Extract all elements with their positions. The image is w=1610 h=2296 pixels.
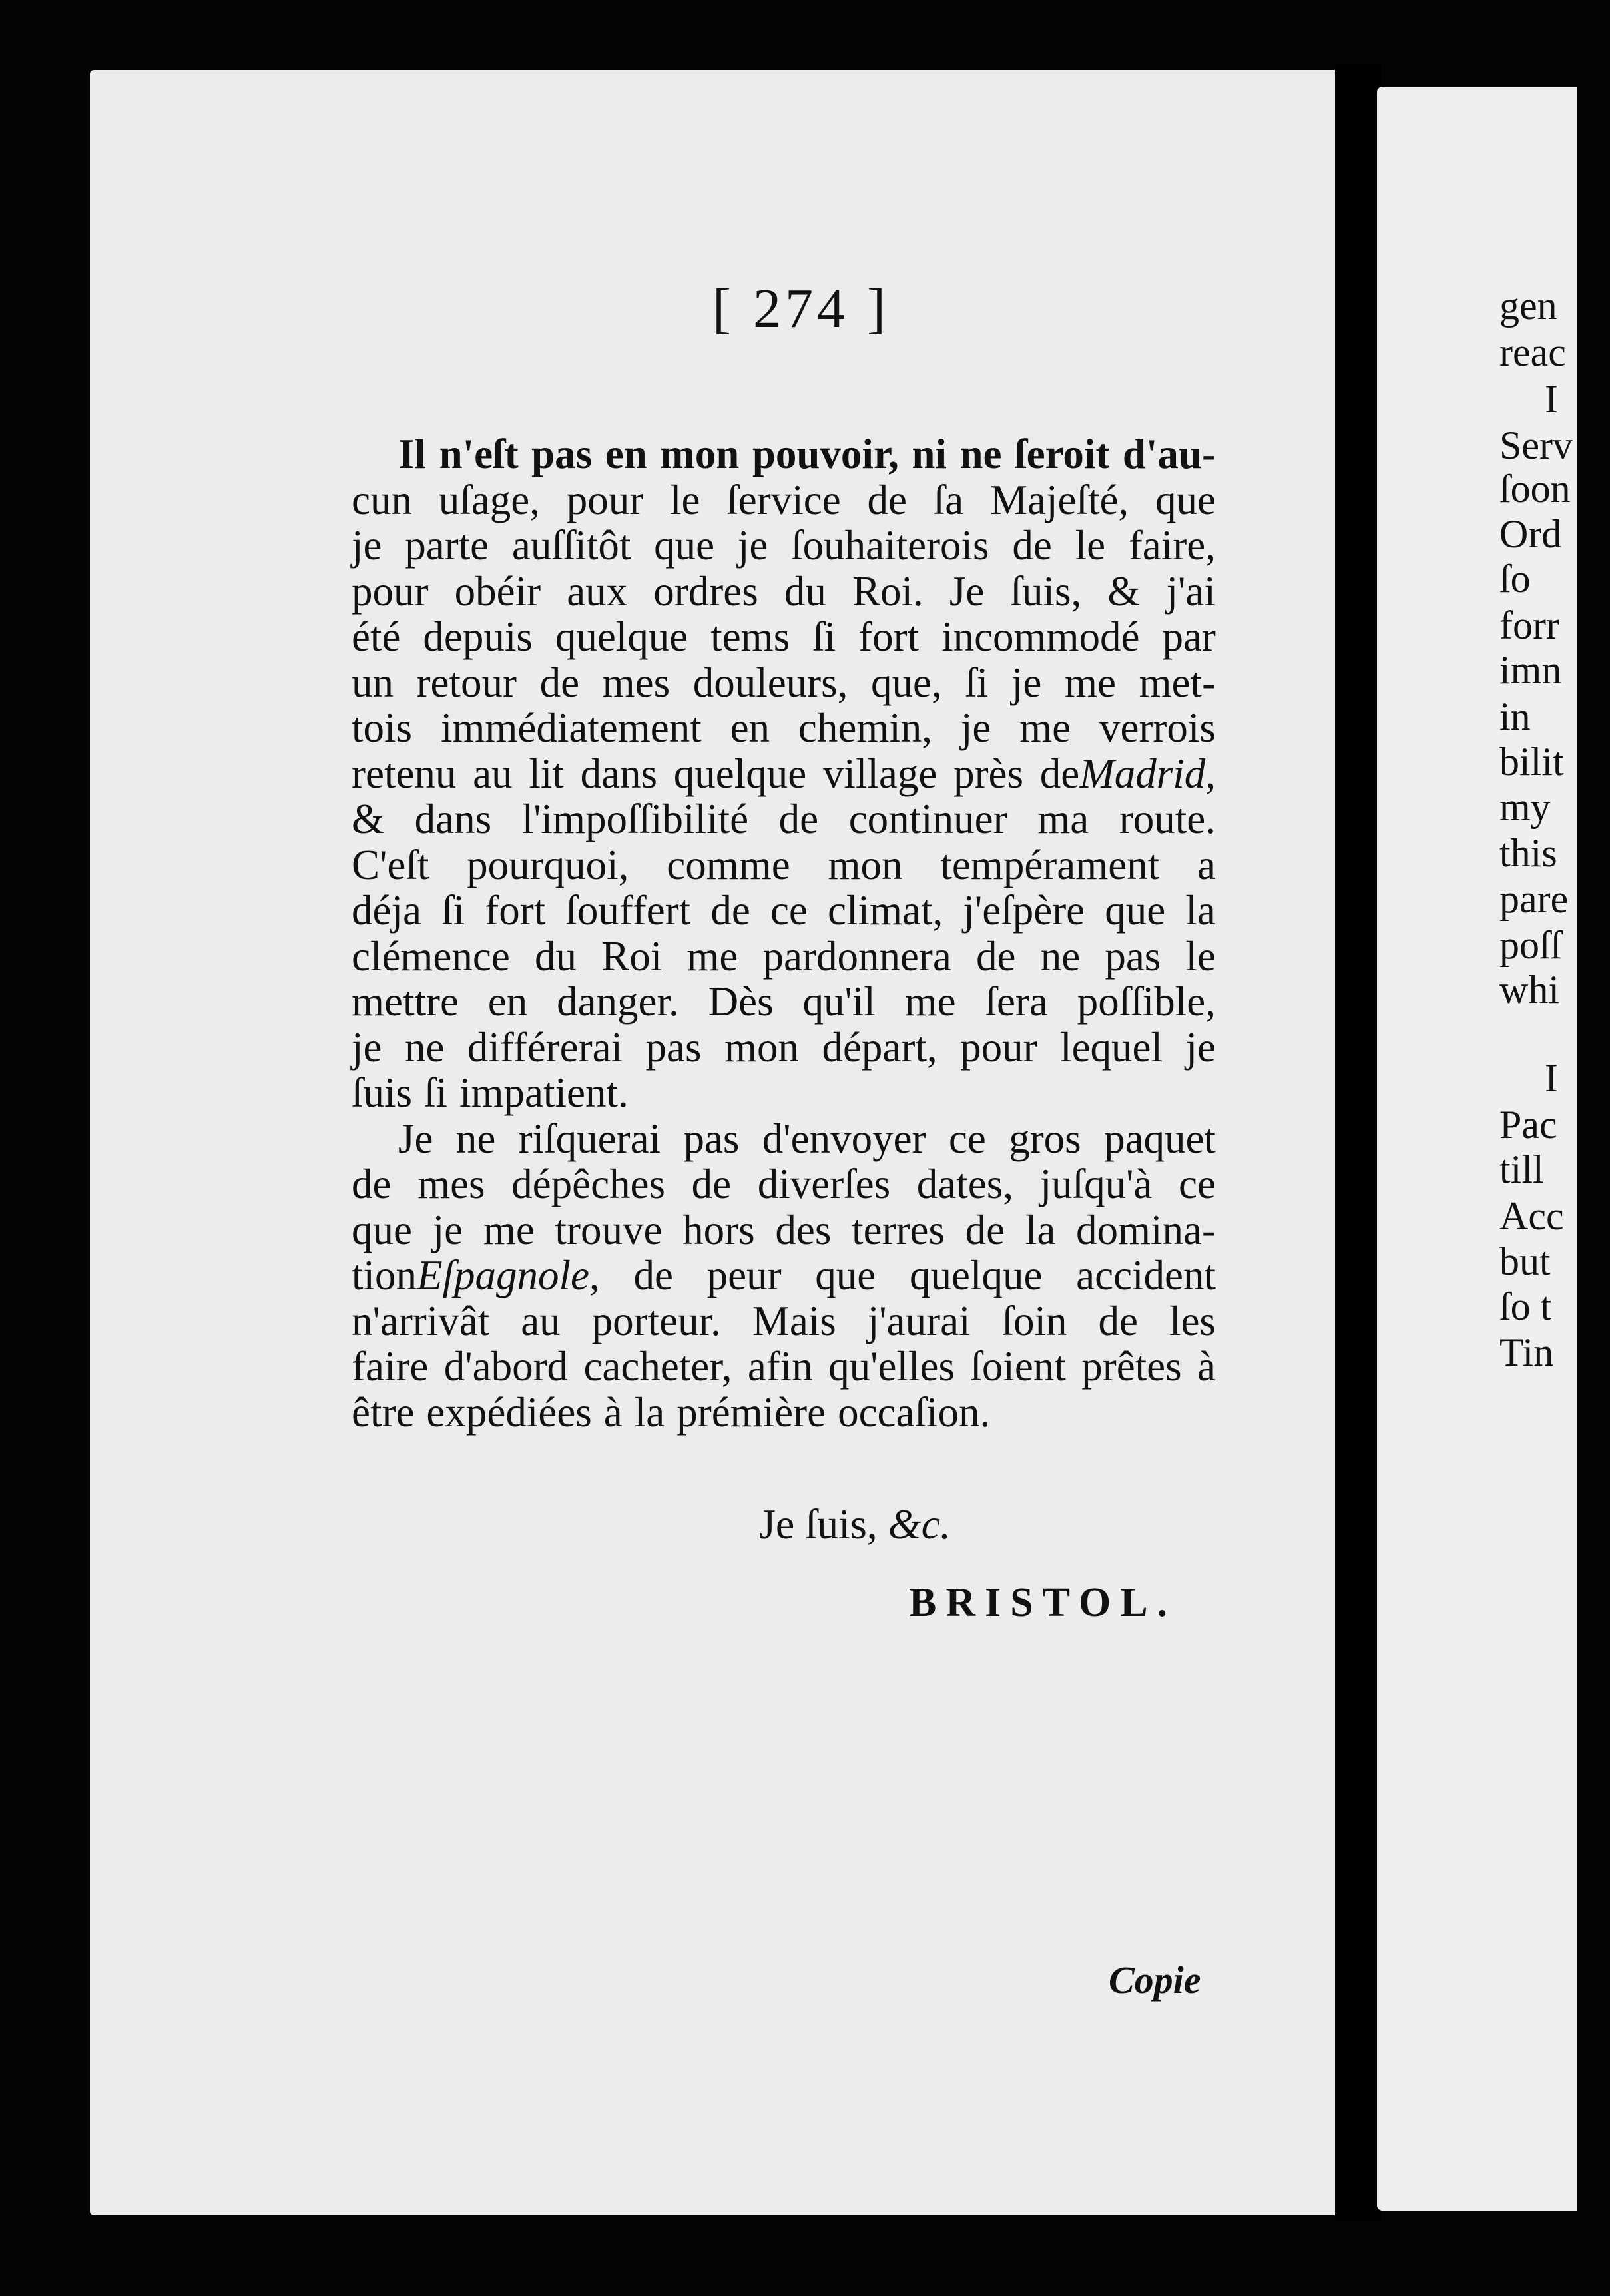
signoff-text: Je ſuis, — [759, 1500, 888, 1548]
text-line — [352, 1161, 1216, 1207]
word: je — [737, 522, 768, 569]
word: de — [1012, 522, 1052, 569]
word: juſqu'à — [1039, 1161, 1153, 1207]
next-page-fragment: pare — [1499, 877, 1569, 921]
word: me — [1019, 705, 1071, 751]
text-line — [352, 660, 1216, 706]
word: C'eſt — [352, 841, 429, 888]
word: mon — [660, 431, 740, 477]
word: je — [1185, 1023, 1216, 1071]
word: cun — [352, 476, 412, 523]
text-line — [352, 1253, 1216, 1298]
word: uſage, — [438, 476, 540, 523]
signoff-etc: &c. — [888, 1500, 951, 1548]
text-line — [352, 842, 1216, 888]
word: le — [670, 476, 700, 523]
word: fort — [858, 613, 920, 660]
word: en — [730, 705, 770, 751]
word: ſervice — [726, 476, 841, 523]
word: immédiatement — [440, 705, 702, 751]
word: fort — [485, 887, 546, 934]
word: tempérament — [940, 841, 1160, 888]
word: Dès — [708, 978, 774, 1025]
word: lit — [529, 750, 564, 797]
word: continuer — [848, 796, 1007, 842]
word: diverſes — [757, 1161, 891, 1207]
word: du — [535, 932, 577, 980]
next-page-fragment: poſſ — [1499, 923, 1562, 967]
word: de — [965, 1206, 1005, 1253]
word: hors — [682, 1206, 755, 1253]
word: Il — [398, 431, 427, 477]
word: qu'il — [802, 978, 876, 1025]
word: trouve — [555, 1206, 663, 1253]
word: n'arrivât — [352, 1297, 490, 1344]
word: pas — [683, 1115, 740, 1162]
word: dans — [414, 796, 492, 842]
word: au — [521, 1297, 561, 1344]
word: près — [953, 750, 1024, 797]
next-page-fragment: forr — [1499, 603, 1559, 647]
word: prémière — [676, 1388, 826, 1436]
word: par — [1162, 613, 1216, 660]
word: me — [483, 1206, 535, 1253]
word: la — [1185, 887, 1216, 934]
text-line — [352, 1025, 1216, 1071]
word: comme — [667, 841, 790, 888]
word: me — [904, 978, 956, 1025]
word: tionEſpagnole, — [352, 1252, 600, 1298]
word: porteur. — [591, 1297, 721, 1344]
word: à — [1197, 1343, 1216, 1390]
word: pouvoir, — [752, 431, 899, 477]
word: afin — [747, 1343, 813, 1390]
word: peur — [706, 1252, 782, 1298]
word: n'eſt — [439, 431, 519, 477]
word: pour — [960, 1023, 1037, 1071]
word: paquet — [1104, 1115, 1216, 1162]
word: à — [603, 1388, 623, 1436]
text-line — [352, 523, 1216, 569]
word: que — [1155, 476, 1216, 523]
word: quelque — [909, 1252, 1043, 1298]
word: accident — [1076, 1252, 1216, 1298]
word: je — [352, 1023, 382, 1071]
word: climat, — [828, 887, 943, 934]
word: que — [815, 1252, 876, 1298]
word: été — [352, 613, 401, 660]
word: la — [634, 1388, 665, 1436]
next-page-fragment: my — [1499, 785, 1551, 829]
word: ma — [1037, 796, 1089, 842]
word: incommodé — [941, 613, 1140, 660]
word: d'envoyer — [762, 1115, 926, 1162]
word: prêtes — [1081, 1343, 1182, 1390]
next-page-fragment: ſoon — [1499, 467, 1571, 511]
next-page-fragment: ſo — [1499, 557, 1531, 601]
word: en — [487, 978, 528, 1025]
word: dans — [580, 750, 658, 797]
word: & — [352, 796, 385, 842]
text-line — [352, 1298, 1216, 1344]
text-line — [352, 1116, 1216, 1162]
word: la — [1025, 1206, 1056, 1253]
word: Je — [949, 567, 985, 615]
word: faire — [352, 1343, 429, 1390]
word: tois — [352, 705, 413, 751]
word: terres — [852, 1206, 945, 1253]
word: en — [605, 431, 647, 477]
text-line — [352, 569, 1216, 615]
word: j'aurai — [867, 1297, 971, 1344]
text-line — [352, 979, 1216, 1025]
word: faire, — [1128, 522, 1216, 569]
catchword: Copie — [1109, 1958, 1201, 2002]
word: auſſitôt — [511, 522, 631, 569]
text-line — [352, 751, 1216, 797]
next-page-fragment: Pac — [1499, 1103, 1557, 1147]
word: Mais — [752, 1297, 836, 1344]
word: ordres — [653, 567, 758, 615]
text-line — [352, 431, 1216, 477]
paragraph-2 — [352, 1116, 1216, 1436]
word: pas — [531, 431, 593, 477]
word: retenu — [352, 750, 457, 797]
word: ſeroit — [1015, 431, 1110, 477]
word: que — [1105, 887, 1166, 934]
word: ce — [1179, 1161, 1216, 1207]
text-line — [352, 934, 1216, 980]
word: verrois — [1099, 705, 1216, 751]
text-line — [352, 1390, 1216, 1436]
next-page-fragment: Acc — [1499, 1194, 1564, 1238]
word: obéir — [454, 567, 541, 615]
word: je — [432, 1206, 463, 1253]
word: quelque — [555, 613, 688, 660]
word: le — [1185, 932, 1216, 980]
word: le — [1075, 522, 1106, 569]
word: ne — [1040, 932, 1081, 980]
word: j'eſpère — [963, 887, 1085, 934]
word: met- — [1139, 659, 1216, 706]
word: je — [960, 705, 991, 751]
word: ſi — [812, 613, 836, 660]
word: me — [1064, 659, 1116, 706]
word: qu'elles — [828, 1343, 955, 1390]
text-line — [352, 796, 1216, 842]
word: pas — [1105, 932, 1161, 980]
word: ſoin — [1001, 1297, 1067, 1344]
word: un — [352, 659, 394, 706]
word: douleurs, — [692, 659, 848, 706]
word: expédiées — [426, 1388, 592, 1436]
word: ſoient — [970, 1343, 1066, 1390]
word: ſuis — [352, 1069, 413, 1116]
word: depuis — [423, 613, 533, 660]
word: que — [352, 1206, 412, 1253]
word: lequel — [1060, 1023, 1163, 1071]
word: des — [775, 1206, 832, 1253]
word: d'au- — [1122, 431, 1216, 477]
word: retour — [416, 659, 517, 706]
word: pourquoi, — [467, 841, 629, 888]
word: de — [710, 887, 750, 934]
word: de — [539, 659, 580, 706]
next-page-fragment: Serv — [1499, 424, 1573, 467]
word: aux — [567, 567, 628, 615]
word: être — [352, 1388, 415, 1436]
word: pas — [645, 1023, 702, 1071]
next-page-fragment: I — [1545, 1056, 1558, 1100]
word: que, — [871, 659, 942, 706]
next-page-fragment: reac — [1499, 330, 1566, 374]
next-page-fragment: gen — [1499, 284, 1557, 328]
word: Je — [398, 1115, 433, 1162]
signature: BRISTOL. — [909, 1580, 1177, 1625]
word: village — [822, 750, 938, 797]
word: route. — [1119, 796, 1216, 842]
word: de — [691, 1161, 732, 1207]
word: mes — [417, 1161, 485, 1207]
text-line — [352, 705, 1216, 751]
word: je — [1011, 659, 1042, 706]
word: ſera — [985, 978, 1048, 1025]
letter-signoff — [759, 1500, 951, 1549]
word: poſſible, — [1077, 978, 1216, 1025]
word: mes — [602, 659, 671, 706]
word: les — [1169, 1297, 1216, 1344]
word: départ, — [822, 1023, 938, 1071]
word: danger. — [557, 978, 679, 1025]
text-line — [352, 888, 1216, 934]
word: de — [867, 476, 907, 523]
word: ne — [455, 1115, 496, 1162]
word: ne — [959, 431, 1002, 477]
word: clémence — [352, 932, 510, 980]
next-page-fragment: imn — [1499, 648, 1562, 692]
word: pardonnera — [762, 932, 951, 980]
word: quelque — [673, 750, 807, 797]
word: différerai — [467, 1023, 623, 1071]
word: ſouhaiterois — [791, 522, 989, 569]
word: impatient. — [459, 1069, 629, 1116]
letter-body — [352, 431, 1216, 1435]
next-page-fragment: I — [1545, 377, 1558, 421]
text-line — [352, 477, 1216, 523]
text-line — [352, 1207, 1216, 1253]
next-page-fragment: ſo t — [1499, 1285, 1552, 1328]
word: me — [686, 932, 738, 980]
word: ſuis, — [1010, 567, 1082, 615]
paragraph-1 — [352, 431, 1216, 1116]
word: déja — [352, 887, 421, 934]
word: ſi — [965, 659, 989, 706]
word: de — [976, 932, 1016, 980]
word: ſi — [424, 1069, 448, 1116]
word: occaſion. — [838, 1388, 991, 1436]
word: ne — [404, 1023, 445, 1071]
word: de — [352, 1161, 392, 1207]
next-page-fragment: whi — [1499, 968, 1559, 1011]
word: ce — [948, 1115, 986, 1162]
word: & — [1107, 567, 1141, 615]
word: mon — [828, 841, 903, 888]
next-page-fragment: Tin — [1499, 1330, 1554, 1374]
next-page-fragment: till — [1499, 1147, 1544, 1191]
word: d'abord — [443, 1343, 569, 1390]
page-number: [ 274 ] — [712, 278, 890, 340]
word: de — [1098, 1297, 1138, 1344]
word: deMadrid, — [1039, 750, 1216, 797]
word: que — [654, 522, 715, 569]
word: mettre — [352, 978, 459, 1025]
word: pour — [566, 476, 644, 523]
word: riſquerai — [518, 1115, 661, 1162]
word: mon — [724, 1023, 799, 1071]
word: domina- — [1076, 1206, 1216, 1253]
word: dépêches — [511, 1161, 666, 1207]
word: parte — [405, 522, 489, 569]
word: je — [352, 522, 382, 569]
text-line — [352, 1344, 1216, 1390]
word: ſouffert — [565, 887, 691, 934]
next-page-fragment: in — [1499, 695, 1531, 738]
word: ni — [912, 431, 947, 477]
word: j'ai — [1166, 567, 1216, 615]
next-page-fragment: Ord — [1499, 512, 1562, 556]
word: Majeſté, — [990, 476, 1129, 523]
book-gutter — [1335, 63, 1382, 2221]
text-line — [352, 1070, 1216, 1116]
next-page-fragment: bilit — [1499, 740, 1564, 784]
word: cacheter, — [583, 1343, 732, 1390]
word: du — [784, 567, 826, 615]
text-line — [352, 614, 1216, 660]
word: pour — [352, 567, 429, 615]
word: l'impoſſibilité — [521, 796, 749, 842]
word: au — [473, 750, 513, 797]
next-page-fragment: but — [1499, 1239, 1551, 1283]
word: ce — [770, 887, 808, 934]
word: de — [778, 796, 819, 842]
word: a — [1197, 841, 1216, 888]
word: ſi — [441, 887, 465, 934]
word: tems — [710, 613, 790, 660]
word: dates, — [916, 1161, 1013, 1207]
word: ſa — [933, 476, 964, 523]
word: gros — [1009, 1115, 1081, 1162]
word: Roi. — [852, 567, 924, 615]
word: chemin, — [798, 705, 933, 751]
word: de — [633, 1252, 673, 1298]
word: Roi — [601, 932, 663, 980]
next-page-fragment: this — [1499, 831, 1557, 875]
